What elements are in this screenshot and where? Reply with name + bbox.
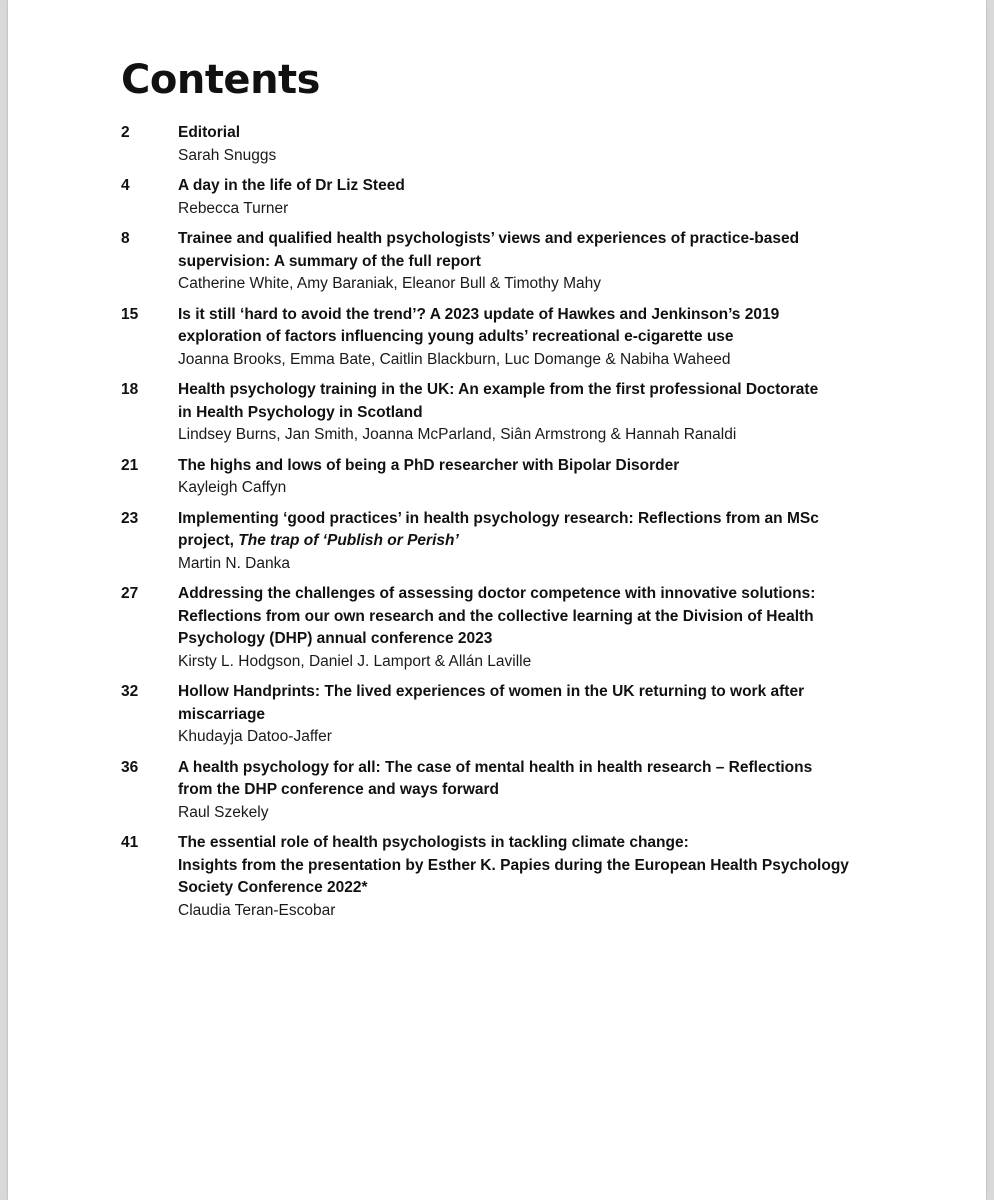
table-of-contents	[121, 122, 891, 930]
toc-title-text: Implementing ‘good practices’ in health psychology research: Reflections from an MSc project,	[178, 509, 819, 549]
toc-entry-authors: Sarah Snuggs	[178, 146, 277, 164]
toc-entry-title	[178, 583, 891, 651]
toc-page-number: 18	[121, 381, 139, 398]
toc-entry-title	[178, 175, 891, 198]
toc-page-number: 4	[121, 177, 130, 194]
toc-entry-hollow-handprints	[121, 681, 891, 749]
toc-entry-editorial	[121, 122, 891, 167]
toc-entry-e-cigarette	[121, 304, 891, 372]
toc-title-text: A health psychology for all: The case of mental health in health research – Reflections from the DHP conference and ways forward	[178, 758, 813, 798]
toc-page-number: 8	[121, 230, 130, 247]
toc-page-number: 23	[121, 509, 139, 527]
toc-entry-climate-change	[121, 832, 891, 922]
toc-page-number: 27	[121, 585, 139, 602]
document-page	[8, 0, 986, 1200]
toc-page-number: 21	[121, 456, 139, 474]
toc-title-text: Trainee and qualified health psychologists’ views and experiences of practice-based supervision: A summary of the full report	[178, 230, 800, 270]
toc-page-number: 36	[121, 758, 139, 776]
toc-entry-text	[178, 757, 891, 825]
toc-entry-title	[178, 832, 891, 900]
toc-entry-title	[178, 681, 891, 726]
toc-entry-authors: Catherine White, Amy Baraniak, Eleanor Bull & Timothy Mahy	[178, 275, 601, 292]
toc-title-text: A day in the life of Dr Liz Steed	[178, 177, 405, 194]
toc-entry-authors: Rebecca Turner	[178, 199, 289, 217]
toc-entry-title	[178, 757, 891, 802]
toc-title-text: Is it still ‘hard to avoid the trend’? A 2023 update of Hawkes and Jenkinson’s 2019 exploration of factors influencing young adults’ recreational e-cigarette use	[178, 305, 780, 345]
toc-entry-doctor-competence	[121, 583, 891, 673]
toc-title-text: The highs and lows of being a PhD researcher with Bipolar Disorder	[178, 456, 680, 474]
toc-entry-authors: Raul Szekely	[178, 803, 269, 821]
toc-page-number: 2	[121, 124, 130, 141]
toc-entry-text	[178, 304, 891, 372]
toc-entry-authors: Martin N. Danka	[178, 554, 290, 572]
toc-title-text: Editorial	[178, 124, 241, 141]
toc-entry-text	[178, 508, 891, 576]
toc-entry-title	[178, 228, 891, 273]
toc-entry-title	[178, 304, 891, 349]
toc-entry-authors: Joanna Brooks, Emma Bate, Caitlin Blackburn, Luc Domange & Nabiha Waheed	[178, 350, 731, 368]
toc-entry-authors: Kayleigh Caffyn	[178, 479, 287, 496]
toc-title-text: Health psychology training in the UK: An example from the first professional Doctorate in Health Psychology in Scotland	[178, 381, 819, 421]
toc-title-text: Addressing the challenges of assessing doctor competence with innovative solutions: Reflections from our own research and the collective learning at the Division of Health Psychology (DHP) annual conference 2023	[178, 585, 816, 647]
toc-page-number: 41	[121, 834, 139, 851]
toc-entry-good-practices	[121, 508, 891, 576]
toc-entry-authors: Kirsty L. Hodgson, Daniel J. Lamport & Allán Laville	[178, 652, 532, 670]
toc-page-number: 15	[121, 305, 139, 323]
toc-title-text: The essential role of health psychologists in tackling climate change: Insights from the presentation by Esther K. Papies during the European Health Psychology Society Conference 2022*	[178, 834, 849, 896]
toc-entry-authors: Claudia Teran-Escobar	[178, 901, 336, 919]
toc-entry-text	[178, 832, 891, 922]
toc-entry-text	[178, 583, 891, 673]
toc-entry-authors: Lindsey Burns, Jan Smith, Joanna McParland, Siân Armstrong & Hannah Ranaldi	[178, 426, 737, 443]
toc-entry-text	[178, 455, 891, 500]
toc-entry-text	[178, 228, 891, 296]
toc-title-text: Hollow Handprints: The lived experiences of women in the UK returning to work after miscarriage	[178, 683, 805, 723]
toc-entry-text	[178, 175, 891, 220]
toc-entry-day-in-life	[121, 175, 891, 220]
toc-entry-health-psychology-for-all	[121, 757, 891, 825]
toc-entry-title	[178, 508, 891, 553]
toc-entry-title	[178, 122, 891, 145]
toc-page-number: 32	[121, 683, 139, 700]
toc-entry-phd-bipolar	[121, 455, 891, 500]
toc-entry-title	[178, 379, 891, 424]
toc-entry-training-scotland	[121, 379, 891, 447]
toc-title-italic-text: The trap of ‘Publish or Perish’	[238, 532, 459, 549]
toc-entry-text	[178, 681, 891, 749]
toc-entry-authors: Khudayja Datoo-Jaffer	[178, 728, 332, 745]
page-title: Contents	[121, 57, 320, 103]
toc-entry-supervision	[121, 228, 891, 296]
toc-entry-text	[178, 379, 891, 447]
toc-entry-text	[178, 122, 891, 167]
toc-entry-title	[178, 455, 891, 478]
